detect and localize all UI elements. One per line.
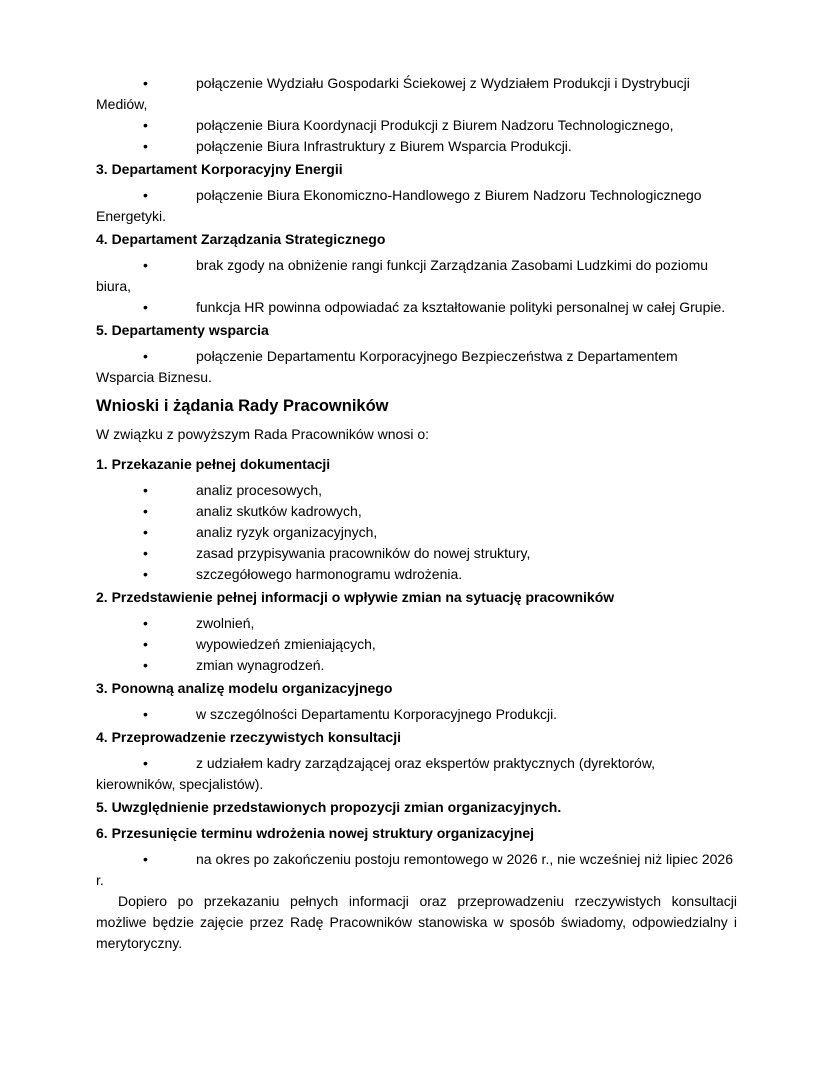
list-item-text: analiz procesowych,	[196, 482, 323, 498]
list-item-text: połączenie Biura Ekonomiczno-Handlowego z Biurem Nadzoru Technologicznego Energetyki.	[96, 187, 702, 224]
demand-6	[96, 823, 737, 891]
conclusions-section	[96, 394, 737, 954]
bullet-icon: •	[143, 138, 148, 154]
bullet-icon: •	[143, 636, 148, 652]
bullet-icon: •	[143, 348, 148, 364]
list-item	[96, 704, 737, 725]
list-item	[96, 115, 737, 136]
list-item	[96, 501, 737, 522]
list-item	[96, 655, 737, 676]
list-item-text: brak zgody na obniżenie rangi funkcji Zarządzania Zasobami Ludzkimi do poziomu biura,	[96, 257, 709, 294]
list-item-text: analiz skutków kadrowych,	[196, 503, 362, 519]
numbered-heading: 2. Przedstawienie pełnej informacji o wpływie zmian na sytuację pracowników	[96, 589, 615, 605]
list-item	[96, 613, 737, 634]
intro-paragraph: W związku z powyższym Rada Pracowników wnosi o:	[96, 426, 429, 442]
numbered-heading: 3. Ponowną analizę modelu organizacyjnego	[96, 680, 393, 696]
list-item	[96, 480, 737, 501]
numbered-heading: 4. Przeprowadzenie rzeczywistych konsultacji	[96, 729, 401, 745]
section-title: Wnioski i żądania Rady Pracowników	[96, 397, 389, 415]
department-section-3	[96, 159, 737, 227]
list-item	[96, 346, 737, 388]
numbered-heading: 5. Uwzględnienie przedstawionych propozycji zmian organizacyjnych.	[96, 799, 562, 815]
list-item-text: na okres po zakończeniu postoju remontowego w 2026 r., nie wcześniej niż lipiec 2026 r.	[96, 851, 733, 888]
numbered-heading: 4. Departament Zarządzania Strategicznego	[96, 231, 386, 247]
continued-bullet-list	[96, 73, 737, 157]
demand-5	[96, 797, 737, 818]
bullet-icon: •	[143, 117, 148, 133]
bullet-icon: •	[143, 187, 148, 203]
list-item	[96, 297, 737, 318]
closing-paragraph: Dopiero po przekazaniu pełnych informacji oraz przeprowadzeniu rzeczywistych konsultacji możliwe będzie zajęcie przez Radę Pracowników stanowiska w sposób świadomy, odpowiedzialny i merytoryczny.	[96, 893, 737, 951]
list-item	[96, 73, 737, 115]
bullet-icon: •	[143, 299, 148, 315]
bullet-icon: •	[143, 545, 148, 561]
list-item-text: połączenie Biura Koordynacji Produkcji z Biurem Nadzoru Technologicznego,	[196, 117, 674, 133]
list-item-text: zasad przypisywania pracowników do nowej struktury,	[196, 545, 531, 561]
list-item-text: analiz ryzyk organizacyjnych,	[196, 524, 378, 540]
demand-1	[96, 454, 737, 585]
bullet-icon: •	[143, 257, 148, 273]
list-item-text: funkcja HR powinna odpowiadać za kształtowanie polityki personalnej w całej Grupie.	[196, 299, 726, 315]
list-item	[96, 753, 737, 795]
list-item	[96, 564, 737, 585]
department-section-4	[96, 229, 737, 318]
list-item-text: w szczególności Departamentu Korporacyjnego Produkcji.	[196, 706, 558, 722]
bullet-icon: •	[143, 755, 148, 771]
demand-4	[96, 727, 737, 795]
list-item-text: wypowiedzeń zmieniających,	[196, 636, 376, 652]
list-item-text: połączenie Biura Infrastruktury z Biurem Wsparcia Produkcji.	[196, 138, 572, 154]
bullet-icon: •	[143, 524, 148, 540]
numbered-heading: 1. Przekazanie pełnej dokumentacji	[96, 456, 331, 472]
list-item	[96, 185, 737, 227]
bullet-icon: •	[143, 851, 148, 867]
list-item-text: zmian wynagrodzeń.	[196, 657, 325, 673]
list-item	[96, 849, 737, 891]
bullet-icon: •	[143, 75, 148, 91]
numbered-heading: 6. Przesunięcie terminu wdrożenia nowej struktury organizacyjnej	[96, 825, 535, 841]
list-item	[96, 543, 737, 564]
list-item	[96, 634, 737, 655]
bullet-icon: •	[143, 482, 148, 498]
bullet-icon: •	[143, 657, 148, 673]
demand-2	[96, 587, 737, 676]
department-section-5	[96, 320, 737, 388]
list-item	[96, 255, 737, 297]
document-content	[96, 73, 737, 954]
list-item	[96, 522, 737, 543]
bullet-icon: •	[143, 615, 148, 631]
list-item-text: z udziałem kadry zarządzającej oraz ekspertów praktycznych (dyrektorów, kierowników, specjalistów).	[96, 755, 656, 792]
list-item	[96, 136, 737, 157]
bullet-icon: •	[143, 503, 148, 519]
list-item-text: połączenie Wydziału Gospodarki Ściekowej z Wydziałem Produkcji i Dystrybucji Mediów,	[96, 75, 690, 112]
bullet-icon: •	[143, 706, 148, 722]
list-item-text: połączenie Departamentu Korporacyjnego Bezpieczeństwa z Departamentem Wsparcia Biznesu.	[96, 348, 678, 385]
demand-3	[96, 678, 737, 725]
numbered-heading: 5. Departamenty wsparcia	[96, 322, 269, 338]
numbered-heading: 3. Departament Korporacyjny Energii	[96, 161, 343, 177]
bullet-icon: •	[143, 566, 148, 582]
list-item-text: szczegółowego harmonogramu wdrożenia.	[196, 566, 463, 582]
list-item-text: zwolnień,	[196, 615, 255, 631]
